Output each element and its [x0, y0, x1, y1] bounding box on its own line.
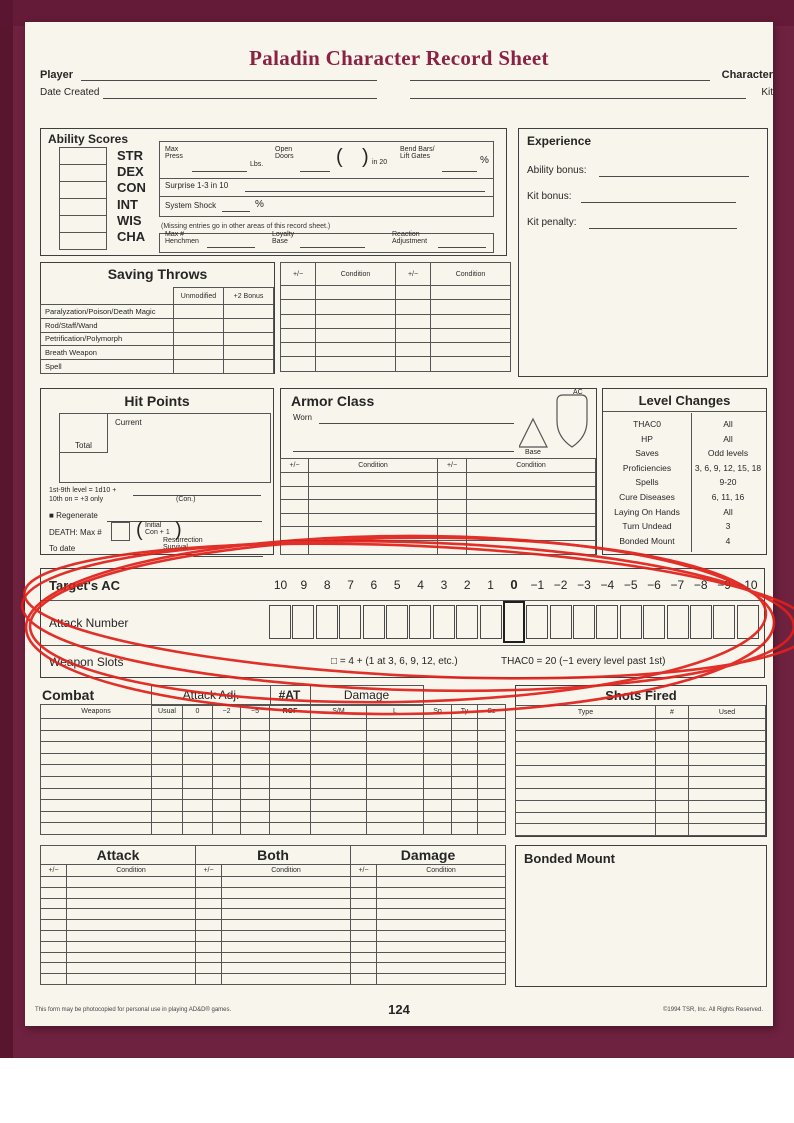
attack-number-box [596, 605, 618, 639]
ability-label: CHA [117, 229, 146, 245]
attack-number-box [386, 605, 408, 639]
attack-number-box [620, 605, 642, 639]
ability-bonus-blank [599, 165, 749, 177]
bend-bars-label: Bend Bars/ Lift Gates [400, 146, 435, 161]
table-row [41, 898, 506, 909]
hp-formula-blank [133, 484, 261, 496]
attack-number-boxes [269, 605, 759, 643]
system-shock-box [159, 196, 494, 217]
ability-score-cells [59, 147, 107, 250]
to-date-blank [81, 543, 149, 555]
attack-number-box [409, 605, 431, 639]
table-row [41, 730, 506, 742]
max-press-blank [192, 160, 247, 172]
level-changes-rows [603, 413, 764, 552]
footer-copyright: ©1994 TSR, Inc. All Rights Reserved. [662, 1007, 763, 1013]
surprise-label: Surprise 1-3 in 10 [165, 181, 229, 190]
ability-label: INT [117, 196, 138, 212]
saving-throws-box [40, 262, 275, 374]
table-row [41, 963, 506, 974]
attack-number-box [363, 605, 385, 639]
surprise-blank [245, 180, 485, 192]
table-row [281, 540, 596, 554]
resurrection-survival-label: Resurrection Survival [163, 537, 203, 552]
attack-both-damage-section [40, 845, 505, 985]
table-row [516, 789, 766, 801]
shots-fired-title: Shots Fired [605, 688, 677, 703]
armor-class-modifiers-table: +/− Condition +/− Condition [280, 458, 596, 555]
table-row [41, 742, 506, 754]
level-changes-title: Level Changes [603, 389, 766, 412]
ac-value: 5 [393, 577, 401, 592]
death-paren-note: Initial Con + 1 [145, 522, 170, 537]
ability-label: WIS [117, 212, 142, 228]
table-row [516, 754, 766, 766]
hp-formula: 1st-9th level = 1d10 + 10th on = +3 only [49, 487, 117, 503]
saving-throw-row: Paralyzation/Poison/Death Magic [41, 305, 274, 319]
kit-penalty-blank [589, 217, 737, 229]
weapon-slots-formula: □ = 4 + (1 at 3, 6, 9, 12, etc.) [331, 656, 458, 667]
saving-throw-row: Petrification/Polymorph [41, 332, 274, 346]
damage-group-header-2: Damage [351, 846, 506, 865]
ac-label: AC [573, 389, 583, 396]
open-paren: ( [336, 146, 343, 168]
ac-value: 7 [347, 577, 354, 592]
thac0-formula: THAC0 = 20 (−1 every level past 1st) [501, 656, 666, 667]
worn-blank-2 [293, 440, 514, 452]
ac-value: 10 [273, 577, 288, 592]
table-row [516, 765, 766, 777]
damage-group-header: Damage [310, 685, 424, 706]
experience-box [518, 128, 768, 377]
death-max-label: DEATH: Max # [49, 528, 102, 537]
table-row [516, 777, 766, 789]
level-changes-values: All All Odd levels 3, 6, 9, 12, 15, 18 9-20 6, 11, 16 All 3 4 [694, 419, 762, 546]
date-created-label: Date Created [40, 87, 100, 98]
table-row [41, 811, 506, 823]
table-row [281, 527, 596, 541]
attack-number-box [643, 605, 665, 639]
table-row [281, 357, 511, 371]
resurrection-blank [193, 545, 263, 557]
table-row [281, 513, 596, 527]
bend-bars-percent: % [480, 155, 489, 166]
attack-number-box [713, 605, 735, 639]
lbs-label: Lbs. [250, 161, 264, 168]
reaction-adjustment-label: Reaction Adjustment [392, 231, 428, 246]
ability-scores-title: Ability Scores [48, 132, 129, 146]
ac-value: −3 [577, 577, 591, 592]
hp-total-label: Total [75, 441, 92, 450]
both-group-header: Both [196, 846, 351, 865]
surprise-box [159, 177, 494, 197]
table-row [281, 486, 596, 500]
armor-class-box [280, 388, 597, 555]
loyalty-blank [300, 236, 365, 248]
ability-score-cell [59, 215, 107, 232]
table-row [281, 500, 596, 514]
table-row [281, 328, 511, 342]
table-row [281, 343, 511, 357]
attack-number-box [480, 605, 502, 639]
table-row [41, 800, 506, 812]
system-shock-label: System Shock [165, 201, 217, 210]
saving-throw-row: Rod/Staff/Wand [41, 318, 274, 332]
kit-penalty-label: Kit penalty: [527, 217, 577, 228]
table-row [516, 800, 766, 812]
ac-value: −1 [530, 577, 545, 592]
ac-value: 2 [463, 577, 471, 592]
attack-number-box [573, 605, 595, 639]
hp-current-label: Current [115, 418, 142, 427]
worn-label: Worn [293, 413, 312, 422]
attack-number-box [550, 605, 572, 639]
attack-number-box [456, 605, 478, 639]
table-row [41, 952, 506, 963]
table-row [41, 920, 506, 931]
experience-title: Experience [527, 134, 592, 148]
con-note: (Con.) [176, 496, 196, 503]
weapon-slots-label: Weapon Slots [49, 655, 124, 669]
system-shock-blank [222, 200, 250, 212]
table-row [41, 941, 506, 952]
max-henchmen-label: Max # Henchmen [165, 231, 199, 246]
ac-shield [557, 395, 587, 447]
ac-value: −10 [737, 577, 758, 592]
attack-number-box [503, 601, 525, 643]
bonded-mount-box [515, 845, 767, 987]
table-row [516, 824, 766, 836]
table-row [41, 887, 506, 898]
table-row [281, 300, 511, 314]
table-row [41, 765, 506, 777]
base-triangle [519, 419, 547, 447]
hp-current-box [59, 413, 271, 483]
bonded-mount-title: Bonded Mount [524, 851, 615, 866]
character-blank [410, 69, 710, 81]
level-changes-labels: THAC0 HP Saves Proficiencies Spells Cure Diseases Laying On Hands Turn Undead Bonded Mount [614, 419, 680, 546]
base-label: Base [525, 449, 541, 456]
attack-number-box [526, 605, 548, 639]
level-changes-box [602, 388, 767, 555]
character-sheet-page [25, 22, 773, 1026]
player-blank [81, 69, 377, 81]
regenerate-label: ■ Regenerate [49, 511, 98, 520]
ac-value: 0 [510, 577, 518, 592]
shots-fired-table: Type # Used [515, 705, 766, 836]
combat-table: Weapons Usual 0 −2 −5 ROF S/M L Sp Ty Sz [40, 704, 506, 835]
ac-value: 3 [440, 577, 448, 592]
ability-score-cell [59, 164, 107, 181]
kit-bonus-blank [581, 191, 736, 203]
ability-labels [117, 148, 146, 245]
attack-number-box [667, 605, 689, 639]
ability-label: DEX [117, 164, 144, 180]
death-close-paren: ) [175, 519, 182, 541]
table-row [41, 753, 506, 765]
ac-value: 1 [487, 577, 494, 592]
saving-throws-table [40, 287, 274, 374]
to-date-label: To date [49, 544, 76, 553]
table-row [41, 719, 506, 731]
ac-value: −2 [553, 577, 568, 592]
ac-value: −4 [600, 577, 615, 592]
attack-matrix-box [40, 568, 765, 678]
bend-bars-blank [442, 160, 477, 172]
attack-both-damage-table: Attack Both Damage +/− Condition +/− Condition +/− Condition [40, 845, 506, 985]
footer-left-note: This form may be photocopied for personal use in playing AD&D® games. [35, 1007, 232, 1013]
saving-throws-title: Saving Throws [107, 266, 208, 282]
band-divider-1 [41, 600, 764, 601]
attack-number-label: Attack Number [49, 616, 129, 630]
missing-entries-note: (Missing entries go in other areas of this record sheet.) [161, 223, 331, 230]
strength-detail-box [159, 141, 494, 179]
table-row [281, 286, 511, 300]
table-row [516, 730, 766, 742]
page-title: Paladin Character Record Sheet [249, 46, 549, 70]
col-unmodified: Unmodified [174, 288, 224, 305]
attack-group-header: Attack [41, 846, 196, 865]
at-group-header: #AT [269, 685, 311, 706]
ac-value: −8 [693, 577, 708, 592]
ac-value: −5 [623, 577, 638, 592]
col-plus2-bonus: +2 Bonus [224, 288, 274, 305]
kit-blank [410, 87, 746, 99]
attack-number-box [433, 605, 455, 639]
regenerate-blank [107, 510, 262, 522]
hp-total-box [59, 413, 108, 453]
ability-label: STR [117, 148, 143, 163]
kit-label: Kit [761, 87, 773, 98]
player-label: Player [40, 69, 74, 81]
hit-points-title: Hit Points [124, 393, 190, 409]
attack-number-box [690, 605, 712, 639]
ac-shapes [519, 391, 593, 455]
table-row [516, 742, 766, 754]
ac-value: −6 [647, 577, 661, 592]
charisma-detail-box [159, 233, 494, 253]
ability-score-cell [59, 147, 107, 164]
worn-blank [319, 412, 514, 424]
attack-number-box [737, 605, 759, 639]
ability-bonus-label: Ability bonus: [527, 165, 587, 176]
table-row [281, 473, 596, 487]
targets-ac-label: Target's AC [49, 578, 120, 593]
open-doors-blank [300, 160, 330, 172]
close-paren: ) [362, 146, 369, 168]
system-shock-percent: % [255, 199, 264, 210]
max-press-label: Max Press [165, 146, 183, 161]
combat-section [40, 685, 505, 835]
saving-throw-row: Breath Weapon [41, 346, 274, 360]
attack-number-box [339, 605, 361, 639]
date-created-blank [103, 87, 377, 99]
ac-value: 6 [370, 577, 378, 592]
table-row [516, 812, 766, 824]
ability-score-cell [59, 232, 107, 250]
table-row [41, 823, 506, 835]
attack-number-box [292, 605, 314, 639]
table-row [281, 314, 511, 328]
kit-bonus-label: Kit bonus: [527, 191, 572, 202]
saving-throw-row: Spell [41, 360, 274, 374]
ac-value: 4 [417, 577, 424, 592]
ac-value: 8 [323, 577, 331, 592]
table-row [41, 909, 506, 920]
page-number: 124 [388, 1002, 410, 1017]
table-row [516, 719, 766, 731]
open-doors-label: Open Doors [275, 146, 294, 161]
ac-value: −9 [717, 577, 731, 592]
table-row [41, 776, 506, 788]
table-row [41, 877, 506, 888]
ac-value: 9 [300, 577, 308, 592]
character-label: Character [721, 69, 773, 81]
saving-throw-modifiers-table: +/− Condition +/− Condition [280, 262, 511, 372]
table-row [41, 974, 506, 985]
band-divider-2 [41, 645, 764, 646]
in-20-label: in 20 [372, 159, 388, 166]
loyalty-base-label: Loyalty Base [272, 231, 295, 246]
target-ac-values [269, 577, 759, 592]
death-open-paren: ( [136, 519, 143, 541]
hit-points-box [40, 388, 274, 555]
ability-scores-box [40, 128, 507, 256]
henchmen-blank [207, 236, 255, 248]
table-row [41, 930, 506, 941]
ability-label: CON [117, 180, 146, 196]
reaction-blank [438, 236, 486, 248]
death-max-cell [111, 522, 130, 541]
backdrop-shadow-edge [0, 0, 13, 1058]
combat-title: Combat [42, 687, 95, 703]
ability-score-cell [59, 198, 107, 215]
attack-adj-group-header: Attack Adj. [151, 685, 271, 706]
shots-fired-box [515, 685, 767, 837]
attack-number-box [269, 605, 291, 639]
ability-score-cell [59, 181, 107, 198]
table-row [41, 788, 506, 800]
attack-number-box [316, 605, 338, 639]
armor-class-title: Armor Class [291, 393, 375, 409]
ac-value: −7 [670, 577, 685, 592]
